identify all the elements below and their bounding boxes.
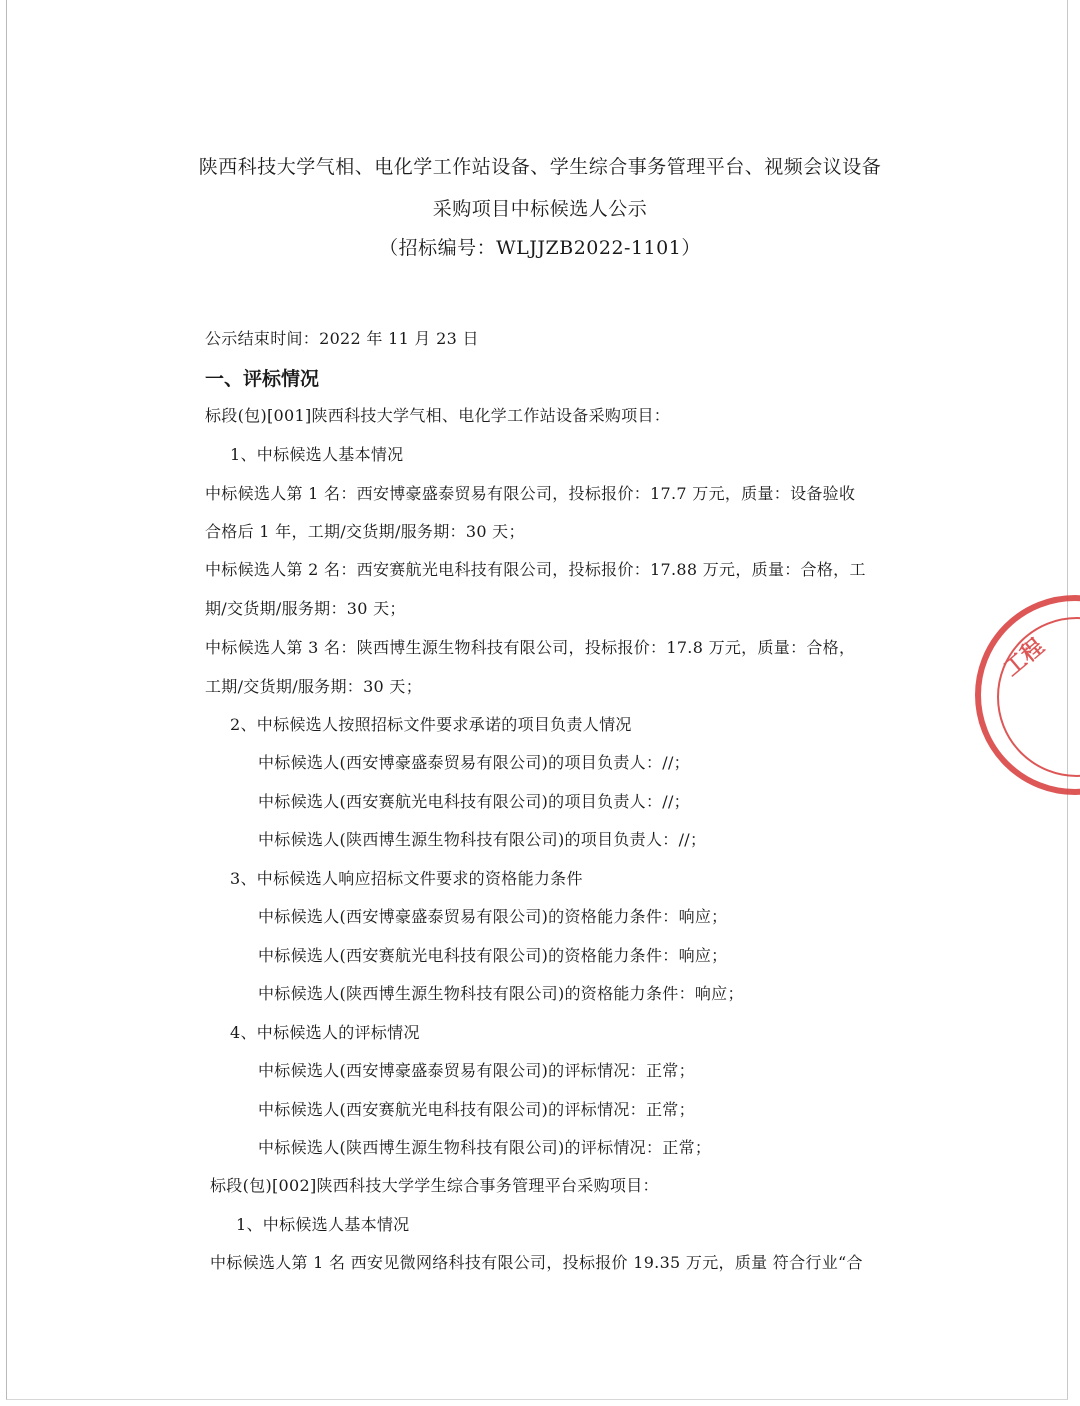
title-line-1: 陕西科技大学气相、电化学工作站设备、学生综合事务管理平台、视频会议设备	[198, 156, 882, 178]
section-heading-evaluation: 一、评标情况	[205, 368, 320, 390]
lot-001-sub4-item: 中标候选人(陕西博生源生物科技有限公司)的评标情况：正常；	[258, 1138, 712, 1157]
lot-001-sub3-item: 中标候选人(西安赛航光电科技有限公司)的资格能力条件：响应；	[258, 946, 728, 965]
lot-002-heading: 标段(包)[002]陕西科技大学学生综合事务管理平台采购项目：	[210, 1176, 659, 1195]
lot-001-candidate-2-line-2: 期/交货期/服务期：30 天；	[205, 599, 406, 618]
lot-001-sub2-item: 中标候选人(陕西博生源生物科技有限公司)的项目负责人：//；	[258, 830, 707, 849]
lot-001-sub3-heading: 3、中标候选人响应招标文件要求的资格能力条件	[230, 869, 583, 888]
lot-001-sub3-item: 中标候选人(西安博豪盛泰贸易有限公司)的资格能力条件：响应；	[258, 907, 728, 926]
title-line-2: 采购项目中标候选人公示	[432, 198, 648, 220]
lot-001-sub2-item: 中标候选人(西安赛航光电科技有限公司)的项目负责人：//；	[258, 792, 690, 811]
lot-001-heading: 标段(包)[001]陕西科技大学气相、电化学工作站设备采购项目：	[205, 406, 671, 425]
lot-001-sub1-heading: 1、中标候选人基本情况	[230, 445, 404, 464]
lot-001-sub3-item: 中标候选人(陕西博生源生物科技有限公司)的资格能力条件：响应；	[258, 984, 744, 1003]
lot-001-sub4-item: 中标候选人(西安赛航光电科技有限公司)的评标情况：正常；	[258, 1100, 695, 1119]
lot-001-candidate-1-line-1: 中标候选人第 1 名：西安博豪盛泰贸易有限公司，投标报价：17.7 万元，质量：设备验收	[205, 484, 856, 503]
title-line-3: （招标编号：WLJJZB2022-1101）	[379, 237, 701, 259]
lot-001-sub4-item: 中标候选人(西安博豪盛泰贸易有限公司)的评标情况：正常；	[258, 1061, 695, 1080]
lot-001-candidate-2-line-1: 中标候选人第 2 名：西安赛航光电科技有限公司，投标报价：17.88 万元，质量：合格，工	[205, 560, 866, 579]
lot-002-sub1-heading: 1、中标候选人基本情况	[236, 1215, 410, 1234]
end-time: 公示结束时间：2022 年 11 月 23 日	[205, 329, 479, 348]
lot-001-candidate-3-line-1: 中标候选人第 3 名：陕西博生源生物科技有限公司，投标报价：17.8 万元，质量：合格，	[205, 638, 856, 657]
lot-002-candidate-1-line-1: 中标候选人第 1 名 西安见微网络科技有限公司，投标报价 19.35 万元，质量 符合行业“合	[210, 1253, 863, 1272]
lot-001-sub2-heading: 2、中标候选人按照招标文件要求承诺的项目负责人情况	[230, 715, 632, 734]
lot-001-sub4-heading: 4、中标候选人的评标情况	[230, 1023, 420, 1042]
lot-001-candidate-1-line-2: 合格后 1 年，工期/交货期/服务期：30 天；	[205, 522, 525, 541]
lot-001-sub2-item: 中标候选人(西安博豪盛泰贸易有限公司)的项目负责人：//；	[258, 753, 690, 772]
lot-001-candidate-3-line-2: 工期/交货期/服务期：30 天；	[205, 677, 423, 696]
official-seal-text: 工程	[998, 633, 1050, 682]
